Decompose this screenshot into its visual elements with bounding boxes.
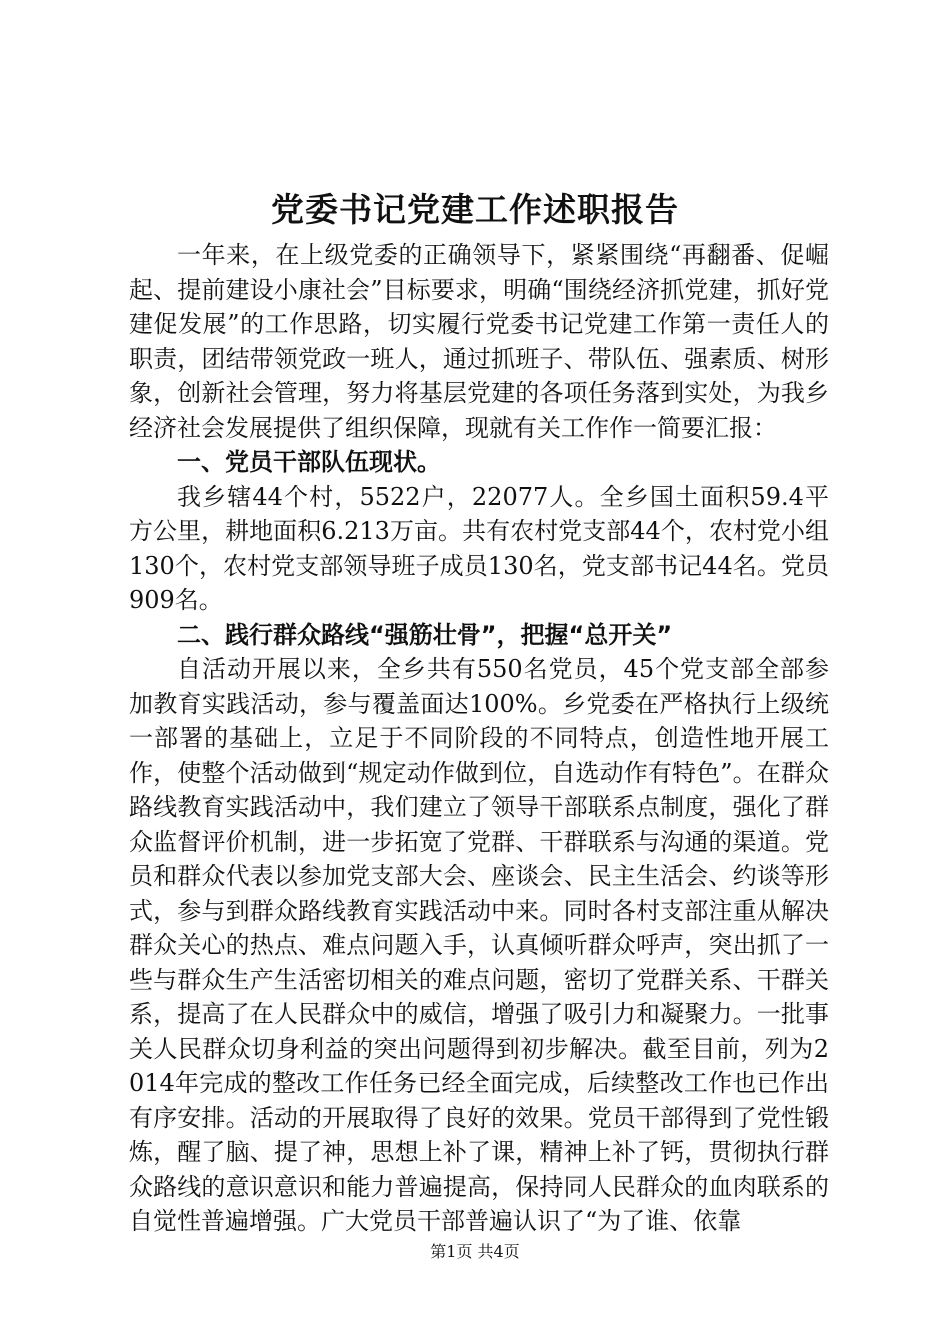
page-footer: 第1页 共4页 [430,1242,520,1261]
section-heading-1: 一、党员干部队伍现状。 [177,448,441,476]
section-1-paragraph: 我乡辖44个村，5522户，22077人。全乡国土面积59.4平方公里，耕地面积6.213万亩。共有农村党支部44个，农村党小组130个，农村党支部领导班子成员130名，党支部书记44名。党员909名。 [129,482,829,614]
section-2-paragraph: 自活动开展以来，全乡共有550名党员，45个党支部全部参加教育实践活动，参与覆盖面达100%。乡党委在严格执行上级统一部署的基础上，立足于不同阶段的不同特点，创造性地开展工作，使整个活动做到“规定动作做到位，自选动作有特色”。在群众路线教育实践活动中，我们建立了领导干部联系点制度，强化了群众监督评价机制，进一步拓宽了党群、干群联系与沟通的渠道。党员和群众代表以参加党支部大会、座谈会、民主生活会、约谈等形式，参与到群众路线教育实践活动中来。同时各村支部注重从解决群众关心的热点、难点问题入手，认真倾听群众呼声，突出抓了一些与群众生产生活密切相关的难点问题，密切了党群关系、干群关系，提高了在人民群众中的威信，增强了吸引力和凝聚力。一批事关人民群众切身利益的突出问题得到初步解决。截至目前，列为2014年完成的整改工作任务已经全面完成，后续整改工作也已作出有序安排。活动的开展取得了良好的效果。党员干部得到了党性锻炼，醒了脑、提了神，思想上补了课，精神上补了钙，贯彻执行群众路线的意识意识和能力普遍提高，保持同人民群众的血肉联系的自觉性普遍增强。广大党员干部普遍认识了“为了谁、依靠 [129,655,829,1235]
intro-paragraph: 一年来，在上级党委的正确领导下，紧紧围绕“再翻番、促崛起、提前建设小康社会”目标要求，明确“围绕经济抓党建，抓好党建促发展”的工作思路，切实履行党委书记党建工作第一责任人的职责，团结带领党政一班人，通过抓班子、带队伍、强素质、树形象，创新社会管理，努力将基层党建的各项任务落到实处，为我乡经济社会发展提供了组织保障，现就有关工作作一简要汇报： [129,241,829,442]
section-heading-2: 二、践行群众路线“强筋壮骨”，把握“总开关” [177,620,673,649]
document-body [129,238,829,1239]
document-title: 党委书记党建工作述职报告 [271,190,679,229]
